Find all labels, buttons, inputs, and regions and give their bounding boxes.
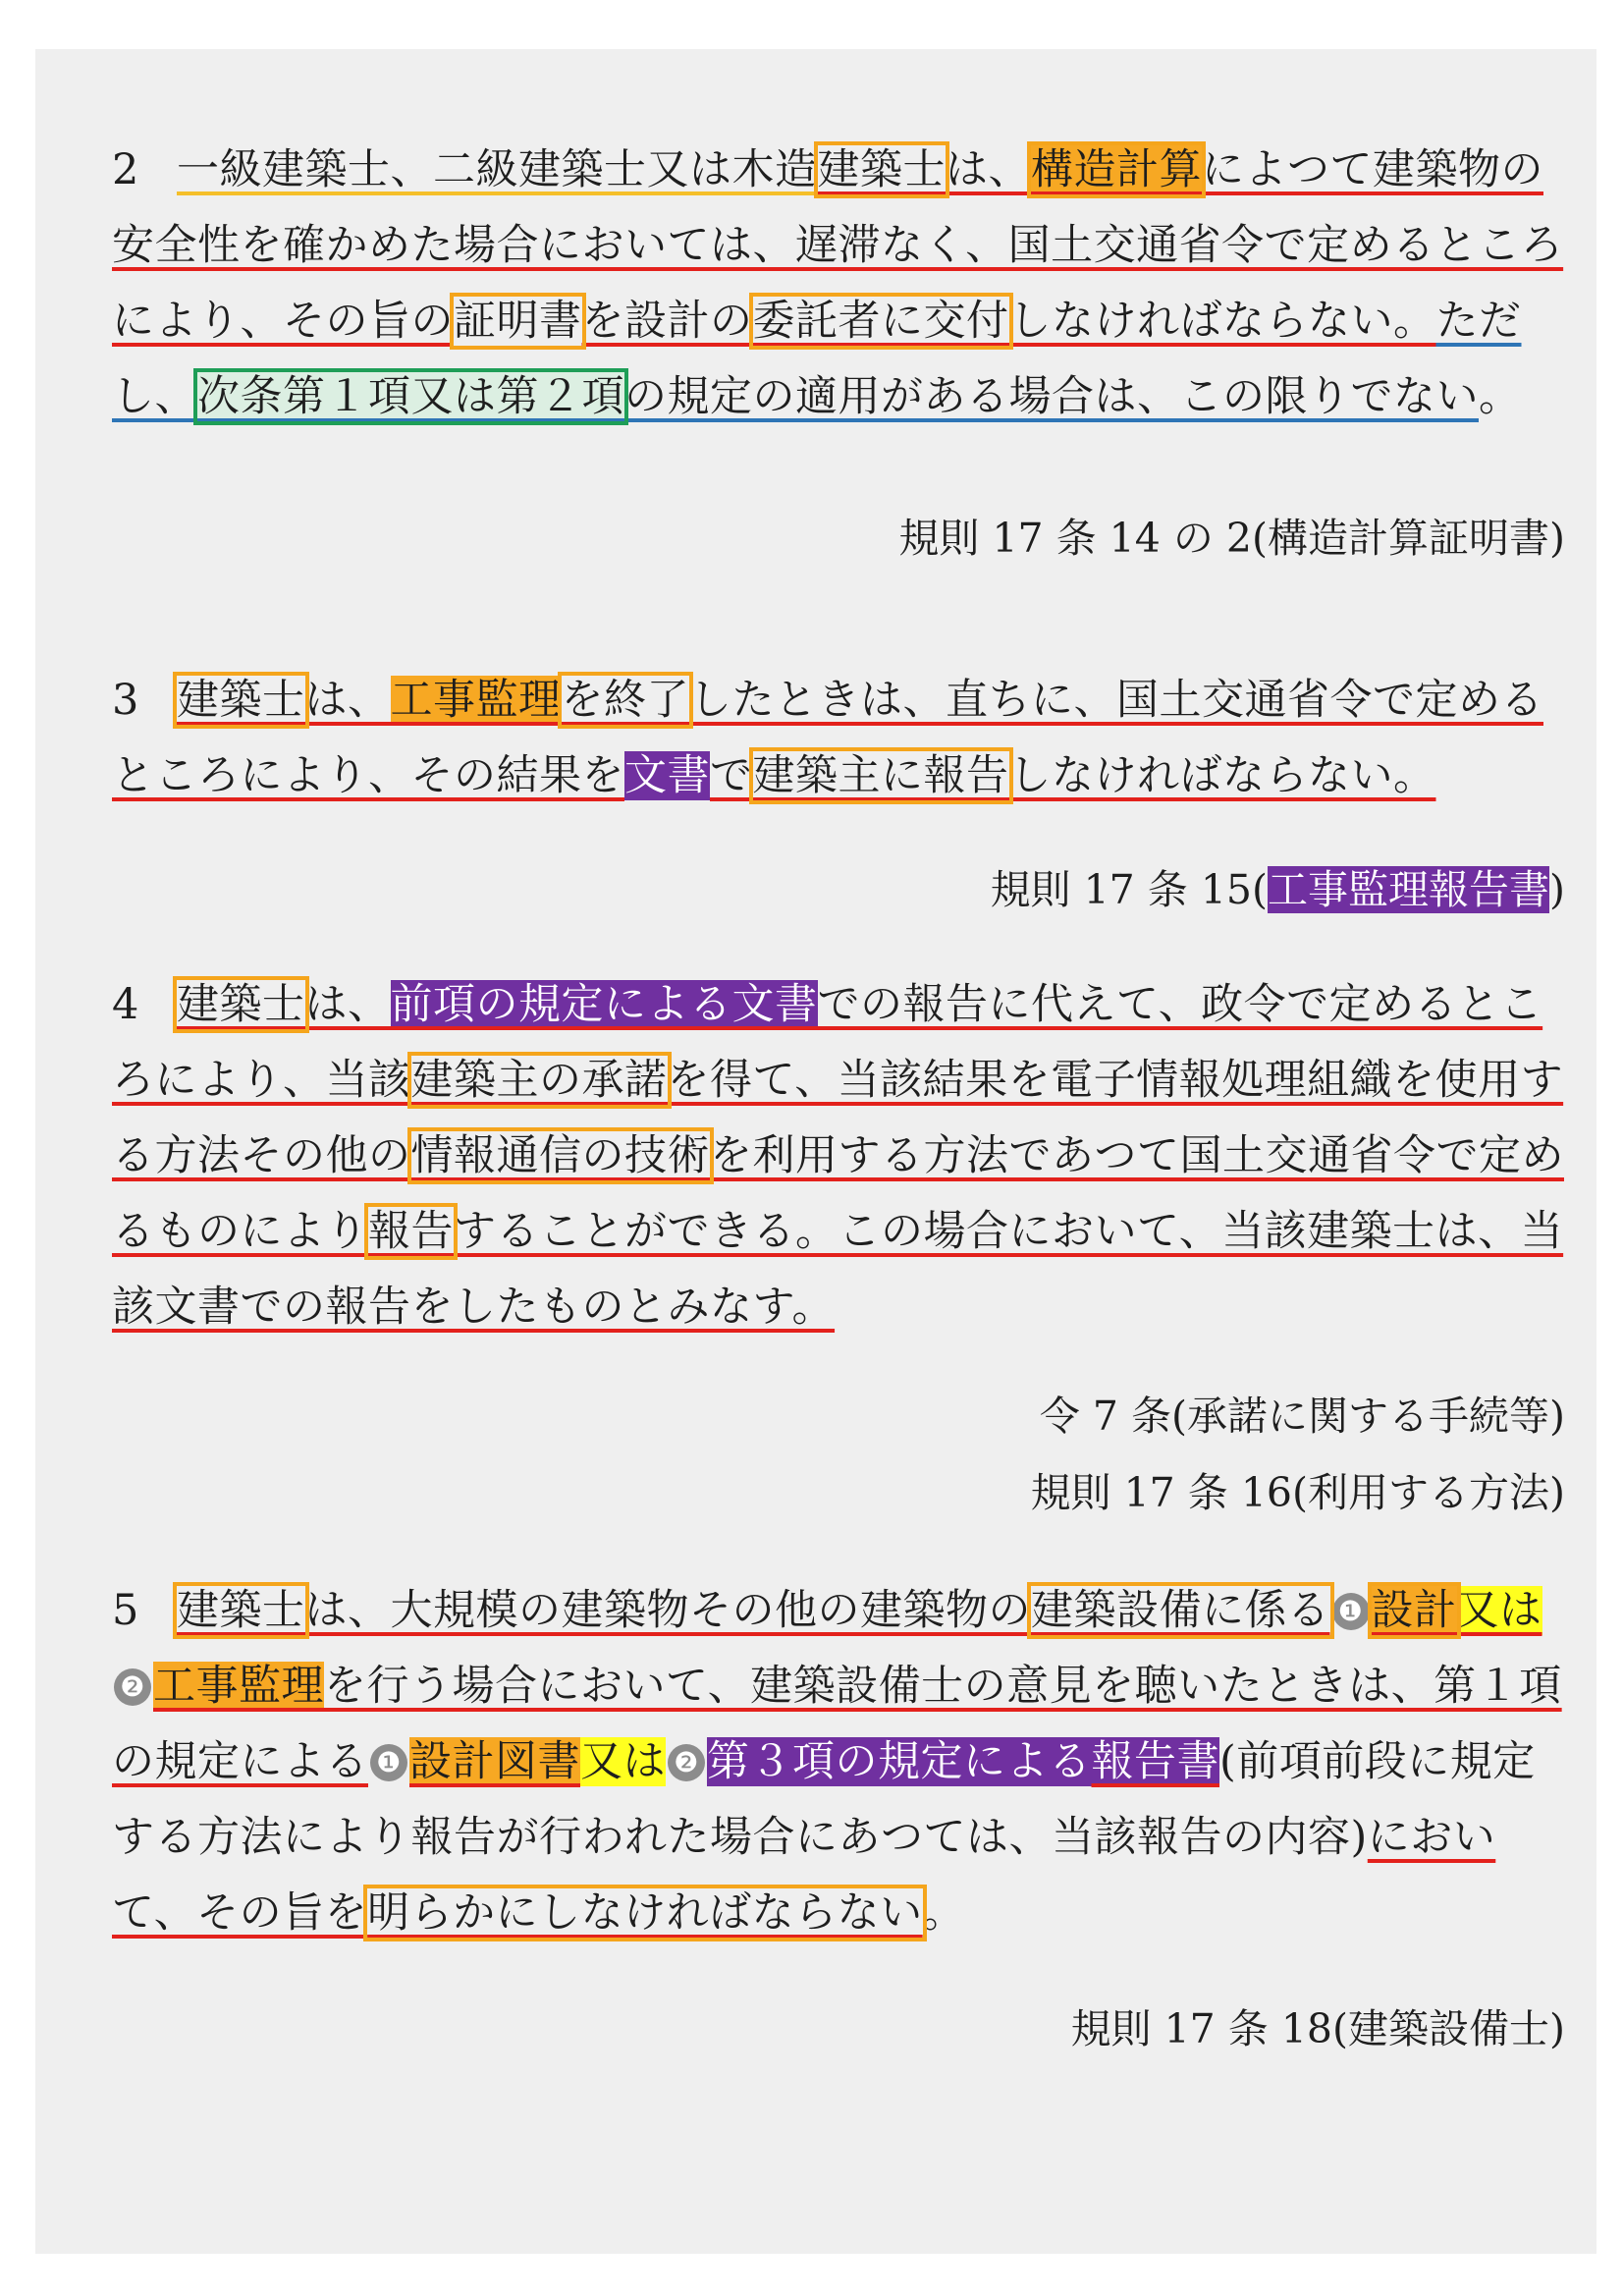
term-kenchikushi: 建築士: [817, 145, 946, 194]
text-segment: 。: [922, 1888, 966, 1938]
document-page: [35, 49, 1596, 2254]
term-structural-calculation: 構造計算: [1031, 145, 1202, 194]
clause-number: 4: [112, 980, 139, 1029]
clause-4-reference-1: [1040, 1387, 1565, 1446]
term-or: 又は: [580, 1737, 666, 1786]
clause-3: [112, 663, 1565, 814]
term-kenchikushi: 建築士: [177, 1586, 305, 1635]
term-owner-consent: 建築主の承諾: [410, 1056, 668, 1105]
reference-text: ): [1549, 866, 1565, 913]
term-or: 又は: [1456, 1586, 1542, 1635]
term-design: 設計: [1371, 1586, 1457, 1635]
text-segment: を得て、当該結果を電子情報処理組織を使用する方法その他の: [112, 1056, 1564, 1180]
term-report: 報告: [368, 1207, 454, 1256]
term-completion: を終了: [561, 676, 689, 725]
text-segment: は、: [946, 145, 1031, 194]
term-document: 文書: [624, 751, 710, 800]
text-segment: によつて建築物の安全性を確かめた場合においては、遅滞なく、国土交通省令で定めるところにより、その旨の: [112, 145, 1564, 346]
circled-number-one-icon: ❶: [370, 1744, 407, 1781]
clause-number: 5: [112, 1586, 139, 1635]
term-must-clarify: 明らかにしなければならない: [367, 1888, 923, 1938]
text-segment: 。: [1479, 372, 1522, 421]
text-segment: したときは、直ちに、国土交通省令で定めるところにより、その結果を: [112, 676, 1543, 800]
term-certificate: 証明書: [454, 297, 582, 346]
clause-number: 3: [112, 676, 139, 725]
term-construction-supervision: 工事監理: [390, 676, 562, 725]
clause-5-reference: [1071, 1999, 1565, 2058]
clause-2: [112, 133, 1565, 435]
circled-number-two-icon: ❷: [668, 1744, 705, 1781]
text-segment: することができる。この場合において、当該建築士は、当該文書での報告をしたものとみなす。: [112, 1207, 1564, 1332]
text-segment: しなければならない。: [1008, 297, 1436, 346]
term-report-document: 報告書: [1091, 1737, 1219, 1786]
term-building-equipment: 建築設備に係る: [1031, 1586, 1330, 1635]
text-segment: ただし、: [112, 297, 1522, 421]
circled-number-one-icon: ❶: [1332, 1593, 1370, 1630]
text-segment: での報告に代えて、政令で定めるところにより、当該: [112, 980, 1543, 1105]
term-report-to-owner: 建築主に報告: [752, 751, 1009, 800]
term-kenchikushi: 建築士: [177, 980, 305, 1029]
term-deliver-to-client: 委託者に交付: [752, 297, 1009, 346]
reference-text: 規則 17 条 14 の 2(構造計算証明書): [898, 515, 1565, 562]
clause-2-reference: [898, 509, 1565, 568]
term-next-article-reference: 次条第１項又は第２項: [197, 372, 624, 421]
text-segment: 一級建築士、二級建築士又は木造: [177, 145, 818, 194]
reference-text: 令 7 条(承諾に関する手続等): [1039, 1393, 1565, 1440]
text-segment: において、その旨を: [112, 1813, 1496, 1938]
reference-text: 規則 17 条 15(: [990, 866, 1268, 913]
text-segment: で: [710, 751, 753, 800]
text-segment: を利用する方法であつて国土交通省令で定めるものにより: [112, 1131, 1564, 1256]
reference-highlight: 工事監理報告書: [1268, 866, 1549, 913]
term-previous-document: 前項の規定による文書: [390, 980, 818, 1029]
clause-3-reference: [991, 860, 1565, 919]
text-segment: は、: [304, 676, 391, 725]
text-segment: しなければならない。: [1008, 751, 1436, 800]
clause-4: [112, 967, 1565, 1345]
term-design-drawings: 設計図書: [409, 1737, 580, 1786]
clause-number: 2: [112, 145, 139, 194]
text-segment: (前項前段に規定する方法により報告が行われた場合にあつては、当該報告の内容): [112, 1737, 1536, 1862]
text-segment: の規定の適用がある場合は、この限りでない: [624, 372, 1479, 421]
text-segment: を行う場合において、建築設備士の意見を聴いたときは、第１項の規定による: [112, 1662, 1562, 1786]
clause-4-reference-2: [1031, 1463, 1565, 1522]
term-section-3-reference: 第３項の規定による: [707, 1737, 1092, 1786]
text-segment: は、: [304, 980, 391, 1029]
clause-5: [112, 1573, 1565, 1951]
text-segment: は、大規模の建築物その他の建築物の: [304, 1586, 1031, 1635]
term-information-technology: 情報通信の技術: [410, 1131, 710, 1180]
reference-text: 規則 17 条 18(建築設備士): [1070, 2005, 1565, 2052]
term-construction-supervision: 工事監理: [153, 1662, 324, 1711]
text-segment: を設計の: [581, 297, 753, 346]
circled-number-two-icon: ❷: [114, 1668, 151, 1706]
term-kenchikushi: 建築士: [177, 676, 305, 725]
reference-text: 規則 17 条 16(利用する方法): [1030, 1469, 1565, 1516]
